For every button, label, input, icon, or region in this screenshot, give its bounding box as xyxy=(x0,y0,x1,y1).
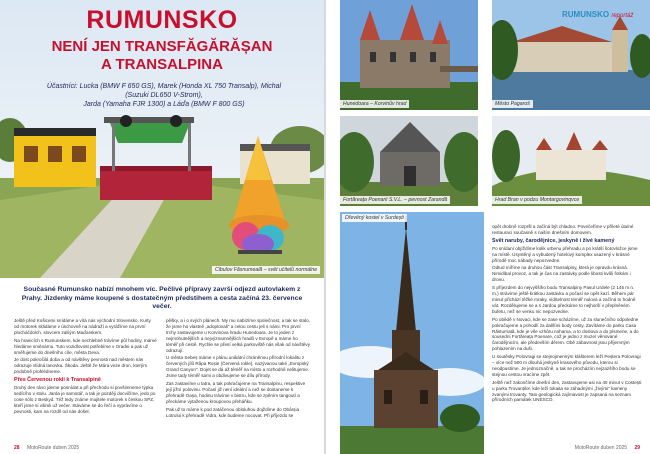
right-page xyxy=(326,0,650,454)
text-column-1 xyxy=(14,318,157,417)
paragraph: U města Sebeș máme v plánu unikátní chráněnou přírodní lokalitu z červených jílů Râpa Roșie (Červená rokle), nazývanou také „Evropský Grand Canyon". Dojet se dá až téměř na místo a rozhodně nelitujeme. Jsme tady téměř sami a obdivujeme se dílu přírody. xyxy=(166,355,310,379)
paragraph: Zas zastavíme u tatra, a tak pokračujeme na Transalpinu, respektive její jižní polovinu. Počasí již není ideální a než se dostaneme k přehradě Oașa, hodinu trávíme v bistru, kde se zpěním tangoutí a přeckáme vytaženou kroupovou přeháňku. xyxy=(166,381,306,404)
paragraph: Ještě než zakončíme dnešní den, zastavujeme asi na 40 minut v Costești u parku Trovanților, kde leží tokaita se záhadnými „živými" kameny zvanými trovanty. Tato geologická zajímavost je zapsaná na seznam přírodních památek UNESCO. xyxy=(492,379,642,403)
photo-wooden-church xyxy=(340,212,484,454)
page-footer-right xyxy=(575,445,640,451)
paragraph: Odtud míříme na druhou část Transalpiny, která je opravdu krásná. Nimidibal provoz, a tak je čas na zastávky podle libosti kvůli fotkám i dronu. xyxy=(492,265,631,283)
section-heading: Svět naruby, čarodějnice, jeskyně i živé kamený xyxy=(492,237,615,244)
magazine-name: MotoRoute duben 2025 xyxy=(574,445,628,451)
photo-caption: Hunedoara – Korvinův hrad xyxy=(340,100,409,108)
paragraph: U soutěsky Polovragi se stejnojmenným klášterem leží Peștera Polovragi – více než 500 m dlouhá jeskyně krasového původu, kterou si neodpustíme. Je jednoznačně, a tak se procházím nejzazšího bodu se stejnou cestou vracíme zpět. xyxy=(492,354,641,377)
text-column-2 xyxy=(166,318,310,421)
photo-caption: Hrad Bran v podzu Montargovinqvce xyxy=(492,196,582,204)
paragraph: Je dost pokročilá doba a od návštěvy pevnosti nad městem nás odrazuje vlídná lanovka. Škoda. Ještě že Mára veze dron, kterým podobně prohlédneme. xyxy=(14,357,148,375)
paragraph: Po snídaní objíždíme kolik urbenu přehradu a po krátší šotovložce jsme na místě. Úsystěný a vybudený hotelový komplex usazený v krásné přírodě moc nábady nepozvedne. xyxy=(492,245,638,263)
hero-photo-caption: Cibulov Făsnumeală – svět učitelů normálne xyxy=(212,266,320,274)
text-column-right xyxy=(492,224,642,405)
article-title: RUMUNSKO xyxy=(86,6,238,34)
paragraph: Po obědě v Novaci, kde se zase scházíme, už za slunečního odpoledne pokračujeme a pohodlí za dalšími body cesty. Zavítáme do parku Casa Răsturnată, kde je vše vzhůru nohama, a to doslova a do písmene, a do sousední Fortăreața Poenare, což je jedno z muzeí věnované čarodějnicím, ale především děrem. Obě zábavnost jsou příjemným pohlazením na duši. xyxy=(492,316,639,352)
photo-caption: Město Pagaroš xyxy=(492,100,533,108)
section-heading: Přes Červenou rokli k Transalpině xyxy=(14,377,101,384)
badge-brand: RUMUNSKO xyxy=(562,10,610,19)
paragraph: Ještě před Košicemi snídáme a vítá nás východní Slovensko. Kurty od motorek sklidáme v úschovně na nádraží a vyrážíme na první plocháčdolch, slovcem zaliiým Maďarskem. xyxy=(14,318,151,335)
photo-caption: Fortăreața Poenarii S.V.L. – pevnost Zarandă xyxy=(340,196,450,204)
paragraph: opět drobně rozpršl a začíná být chladno. Povečeříme v příleté útulné restauraci současně s naším dnešním domovem. xyxy=(492,224,634,235)
photo-bran-castle xyxy=(492,116,650,206)
paragraph: Na hranicích s Rumunskem, kde nechlebně trávíme půl hodiny, mámé hledáme směnárnu. Tuto vozidlovost potřebíme v Oradei a pak už směřujeme do dnešního cíle, města Deva. xyxy=(14,337,157,355)
magazine-name: MotoRoute duben 2025 xyxy=(26,445,80,451)
article-subtitle xyxy=(0,38,324,74)
photo-caption: Dřevěný kostel v Surdești xyxy=(342,214,407,222)
paragraph: S příjezdem do nejvyššího bodu Transalpiny Pasul Urdele (2 145 m n. m.) strávíme ještě krátkou zastávku a počasí se opět kazí. Během pár minut přichází těžké mraky, vídítelnost téměř nulová a začíná to hodně vát. Rozdělujeme se a s Jardou přeckáme to nejhorší v přeplněném bufetu, než se venku nic nepozvedne. xyxy=(492,285,636,314)
page-number: 28 xyxy=(14,445,20,451)
left-page xyxy=(0,0,324,454)
credits-line: Účastníci: Lucka (BMW F 650 GS), Marek (Honda XL 750 Transalp), Michal (Suzuki DL650 V-Strom), xyxy=(46,83,282,99)
subtitle-line-2: A TRANSALPINA xyxy=(101,56,223,73)
lead-paragraph: Současné Rumunsko nabízí mnohem víc. Pečlivé přípravy završí odjezd autovlakem z Prahy. Jízdenky máme koupené s dostatečným předstihem a cesta začíná 23. července večer. xyxy=(21,286,303,311)
photo-fortareata xyxy=(340,116,478,206)
credits-line: Jarda (Yamaha FJR 1300) a Láďa (BMW F 800 GS) xyxy=(83,101,245,108)
page-number: 29 xyxy=(634,445,640,451)
paragraph: pěšky, a i o svých plánech. My mu nabízíme společnost, a tak se stalo, že jsme ho vlastně „adoptovali" a celou cestu jeli s námi. Pro první trchy zastavujeme u Korvinova hradu Hunedoara. Je to jeden z nejmohutnějších a nejvýznamnějších hradů v Evropě a máme ho téměř při cestě. Rychle se přesí velká parkoviště nás však od návštěvy odrazují. xyxy=(166,318,310,353)
hero-photo xyxy=(0,0,324,278)
photo-hunedoara-castle xyxy=(340,0,478,110)
page-footer-left xyxy=(14,445,79,451)
section-badge xyxy=(562,10,633,19)
badge-sub: reportáž xyxy=(611,13,634,19)
subtitle-line-1: NENÍ JEN TRANSFĂGĂRĂȘAN xyxy=(51,38,273,55)
paragraph: Druhý den ráno jdeme posnídat a při přechodu si povšimneme týpka sedícího v stolu. Jarda je samotář, a tak je později docvičíme, jedo po cose sólo z Beskyd. Též tedy známe mujitele motorek s českou SPZ, kteří jsme si všimli už večer. Stáváme se do řečí a vyprávíme o pevnosti, kam na rozdíl od nás došel. xyxy=(14,385,156,414)
paragraph: Pak už to máme k pod zatáčenou obloluhou dojždíme do Obârșia Lotrului k přehradě Vidra, kde budeme nocovat. Při příjezdu se xyxy=(166,406,300,418)
participants-credits xyxy=(38,82,290,109)
